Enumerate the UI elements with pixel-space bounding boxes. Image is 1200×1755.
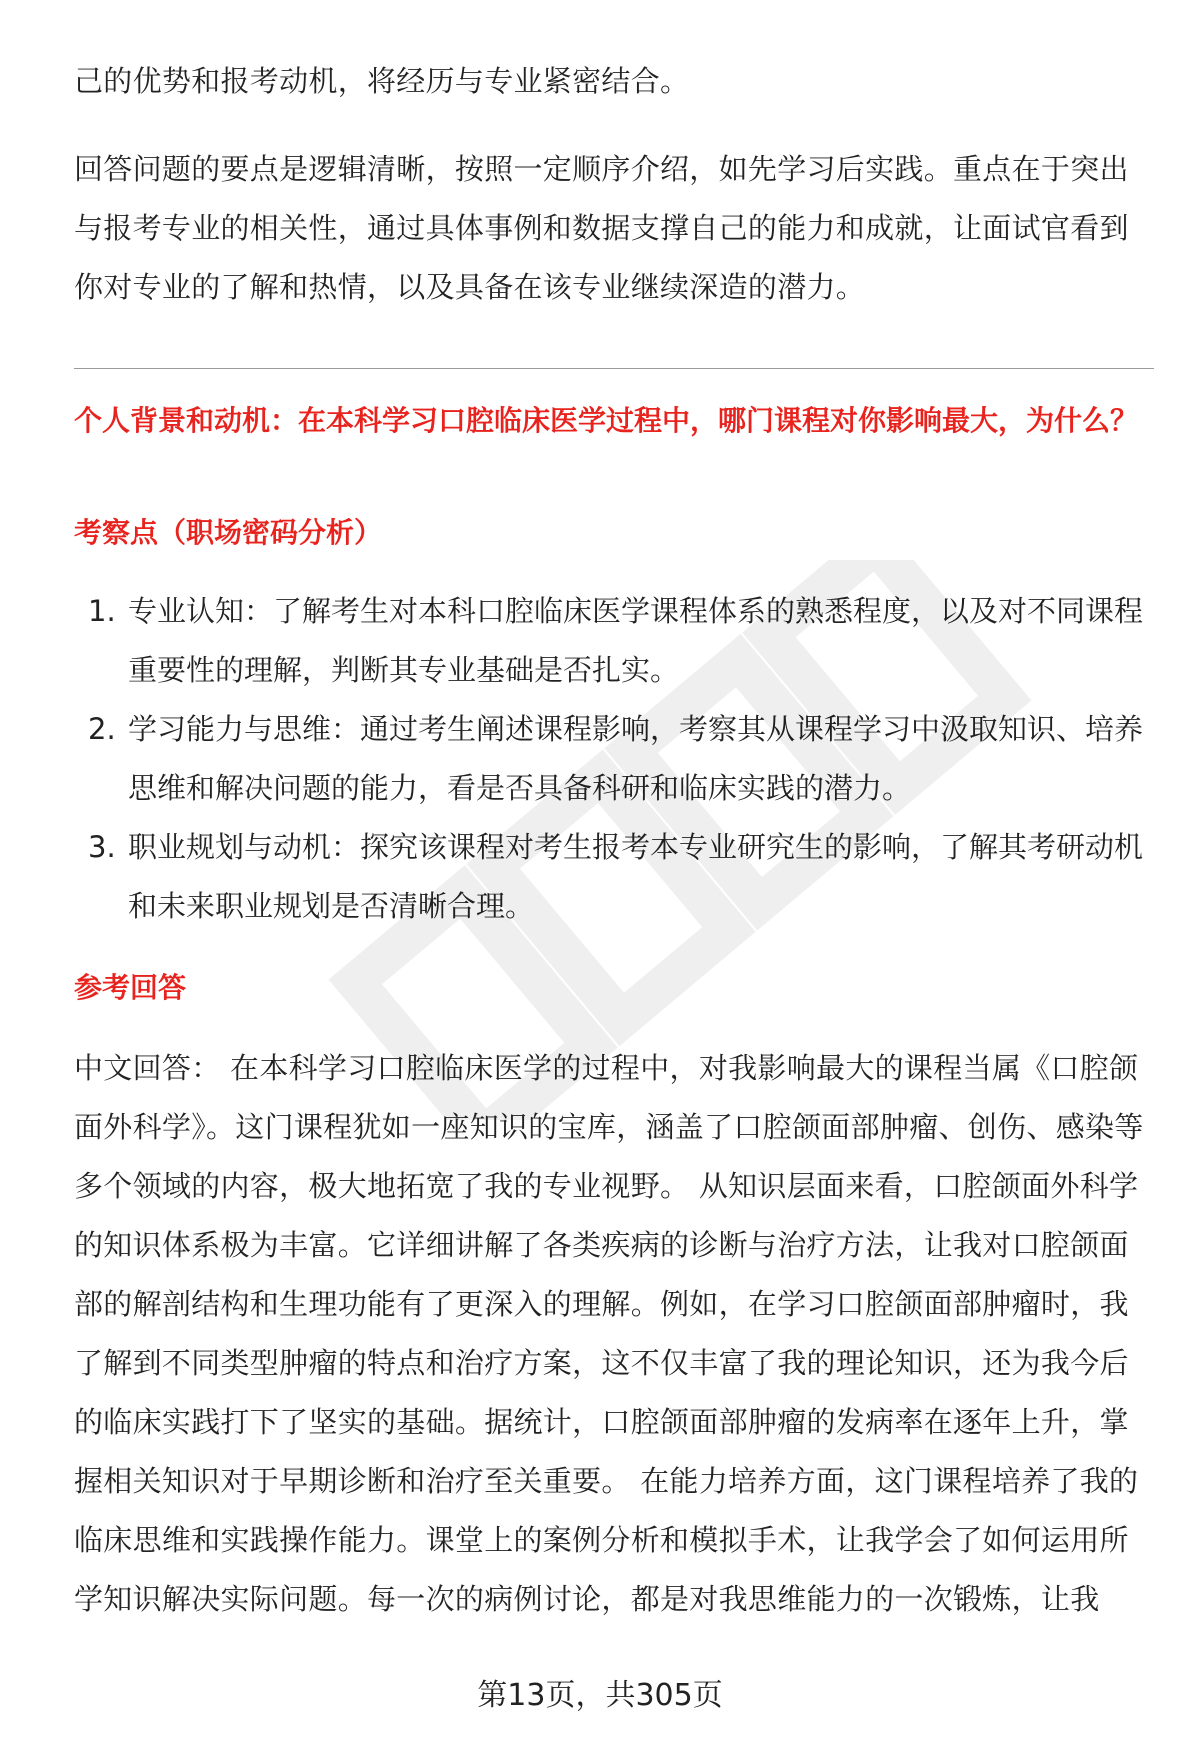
analysis-heading: 考察点（职场密码分析）	[74, 516, 383, 549]
document-page	[74, 0, 1154, 1755]
list-item	[74, 700, 1154, 818]
reference-answer: 中文回答： 在本科学习口腔临床医学的过程中，对我影响最大的课程当属《口腔颌面外科学》。这门课程犹如一座知识的宝库，涵盖了口腔颌面部肿瘤、创伤、感染等多个领域的内容，极大地拓宽了我的专业视野。 从知识层面来看，口腔颌面外科学的知识体系极为丰富。它详细讲解了各类疾病的诊断与治疗方法，让我对口腔颌面部的解剖结构和生理功能有了更深入的理解。例如，在学习口腔颌面部肿瘤时，我了解到不同类型肿瘤的特点和治疗方案，这不仅丰富了我的理论知识，还为我今后的临床实践打下了坚实的基础。据统计，口腔颌面部肿瘤的发病率在逐年上升，掌握相关知识对于早期诊断和治疗至关重要。 在能力培养方面，这门课程培养了我的临床思维和实践操作能力。课堂上的案例分析和模拟手术，让我学会了如何运用所学知识解决实际问题。每一次的病例讨论，都是对我思维能力的一次锻炼，让我	[74, 1051, 1144, 1616]
list-item-text: 职业规划与动机：探究该课程对考生报考本专业研究生的影响，了解其考研动机和未来职业规划是否清晰合理。	[128, 830, 1144, 923]
intro-paragraph-continued: 己的优势和报考动机，将经历与专业紧密结合。	[74, 64, 690, 98]
analysis-list	[74, 582, 1154, 936]
section-divider	[74, 368, 1154, 369]
list-item-number: 3.	[88, 830, 116, 864]
list-item-number: 2.	[88, 712, 116, 746]
list-item	[74, 818, 1154, 936]
page-number-footer: 第13页，共305页	[477, 1678, 723, 1713]
list-item	[74, 582, 1154, 700]
question-heading: 个人背景和动机：在本科学习口腔临床医学过程中，哪门课程对你影响最大，为什么？	[74, 404, 1139, 437]
list-item-text: 专业认知：了解考生对本科口腔临床医学课程体系的熟悉程度，以及对不同课程重要性的理解，判断其专业基础是否扎实。	[128, 594, 1144, 687]
list-item-text: 学习能力与思维：通过考生阐述课程影响，考察其从课程学习中汲取知识、培养思维和解决问题的能力，看是否具备科研和临床实践的潜力。	[128, 712, 1144, 805]
reference-heading: 参考回答	[74, 971, 187, 1004]
intro-paragraph: 回答问题的要点是逻辑清晰，按照一定顺序介绍，如先学习后实践。重点在于突出与报考专业的相关性，通过具体事例和数据支撑自己的能力和成就，让面试官看到你对专业的了解和热情，以及具备在该专业继续深造的潜力。	[74, 152, 1129, 304]
list-item-number: 1.	[88, 594, 116, 628]
